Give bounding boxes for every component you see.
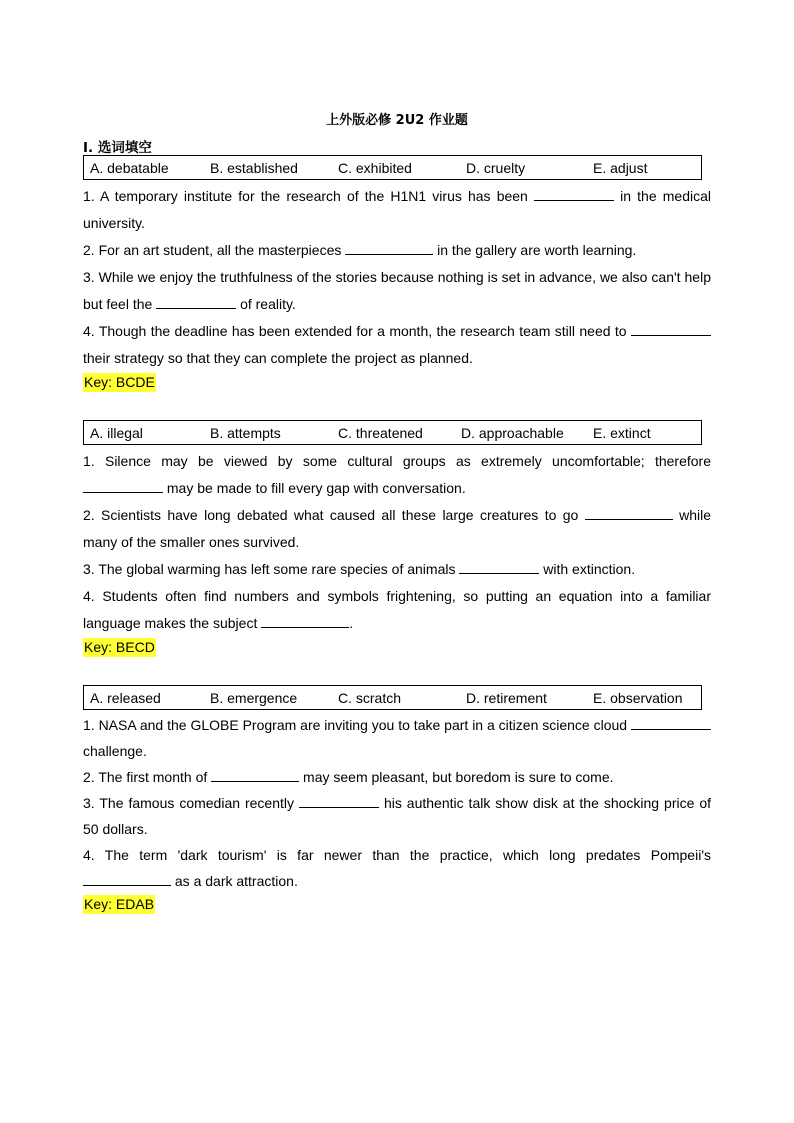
answer-blank[interactable] (211, 769, 299, 782)
question-item: 1. NASA and the GLOBE Program are inviting you to take part in a citizen science cloud challenge. (83, 712, 711, 764)
question-item: 2. For an art student, all the masterpieces in the gallery are worth learning. (83, 242, 637, 258)
answer-blank[interactable] (534, 188, 614, 201)
answer-blank[interactable] (631, 717, 711, 730)
word-option: C. threatened (338, 425, 423, 441)
word-option: B. established (210, 160, 298, 176)
section-heading: I. 选词填空 (83, 140, 152, 156)
answer-blank[interactable] (156, 296, 236, 309)
answer-key: Key: EDAB (84, 896, 155, 912)
question-item: 4. The term 'dark tourism' is far newer than the practice, which long predates Pompeii's as a dark attraction. (83, 847, 711, 889)
answer-blank[interactable] (261, 615, 349, 628)
answer-key: Key: BCDE (84, 374, 155, 390)
word-bank (83, 155, 702, 180)
answer-blank[interactable] (585, 507, 673, 520)
word-option: E. extinct (593, 425, 651, 441)
word-option: E. observation (593, 690, 683, 706)
word-option: D. approachable (461, 425, 564, 441)
exercise-group-1 (83, 155, 711, 392)
question-item: 1. Silence may be viewed by some cultural groups as extremely uncomfortable; therefore may be made to fill every gap with conversation. (83, 453, 711, 496)
question-item: 3. The famous comedian recently his authentic talk show disk at the shocking price of 50 dollars. (83, 795, 712, 837)
answer-blank[interactable] (299, 795, 379, 808)
exercise-group-2 (83, 420, 711, 657)
question-item: 2. The first month of may seem pleasant, but boredom is sure to come. (83, 769, 614, 785)
question-item: 1. A temporary institute for the research of the H1N1 virus has been in the medical university. (83, 188, 711, 231)
word-option: C. exhibited (338, 160, 412, 176)
question-item: 2. Scientists have long debated what caused all these large creatures to go while many of the smaller ones survived. (83, 507, 712, 550)
word-bank (83, 685, 702, 710)
answer-blank[interactable] (83, 873, 171, 886)
answer-blank[interactable] (345, 242, 433, 255)
question-item: 4. Students often find numbers and symbols frightening, so putting an equation into a familiar language makes the subject . (83, 588, 711, 631)
answer-blank[interactable] (459, 561, 539, 574)
answer-blank[interactable] (631, 323, 711, 336)
question-item: 3. The global warming has left some rare species of animals with extinction. (83, 561, 636, 577)
answer-blank[interactable] (83, 480, 163, 493)
answer-key: Key: BECD (84, 639, 155, 655)
word-option: D. retirement (466, 690, 547, 706)
word-option: B. emergence (210, 690, 298, 706)
word-option: A. debatable (90, 160, 169, 176)
question-item: 4. Though the deadline has been extended for a month, the research team still need to their strategy so that they can complete the project as planned. (83, 318, 711, 372)
word-option: D. cruelty (466, 160, 526, 176)
word-option: B. attempts (210, 425, 281, 441)
word-option: C. scratch (338, 690, 402, 706)
word-option: A. illegal (90, 425, 143, 441)
word-option: A. released (90, 690, 161, 706)
word-option: E. adjust (593, 160, 648, 176)
word-bank (83, 420, 702, 445)
page-title: 上外版必修 2U2 作业题 (326, 113, 468, 128)
exercise-group-3 (83, 685, 711, 914)
question-item: 3. While we enjoy the truthfulness of the stories because nothing is set in advance, we also can't help but feel the of reality. (83, 269, 711, 312)
